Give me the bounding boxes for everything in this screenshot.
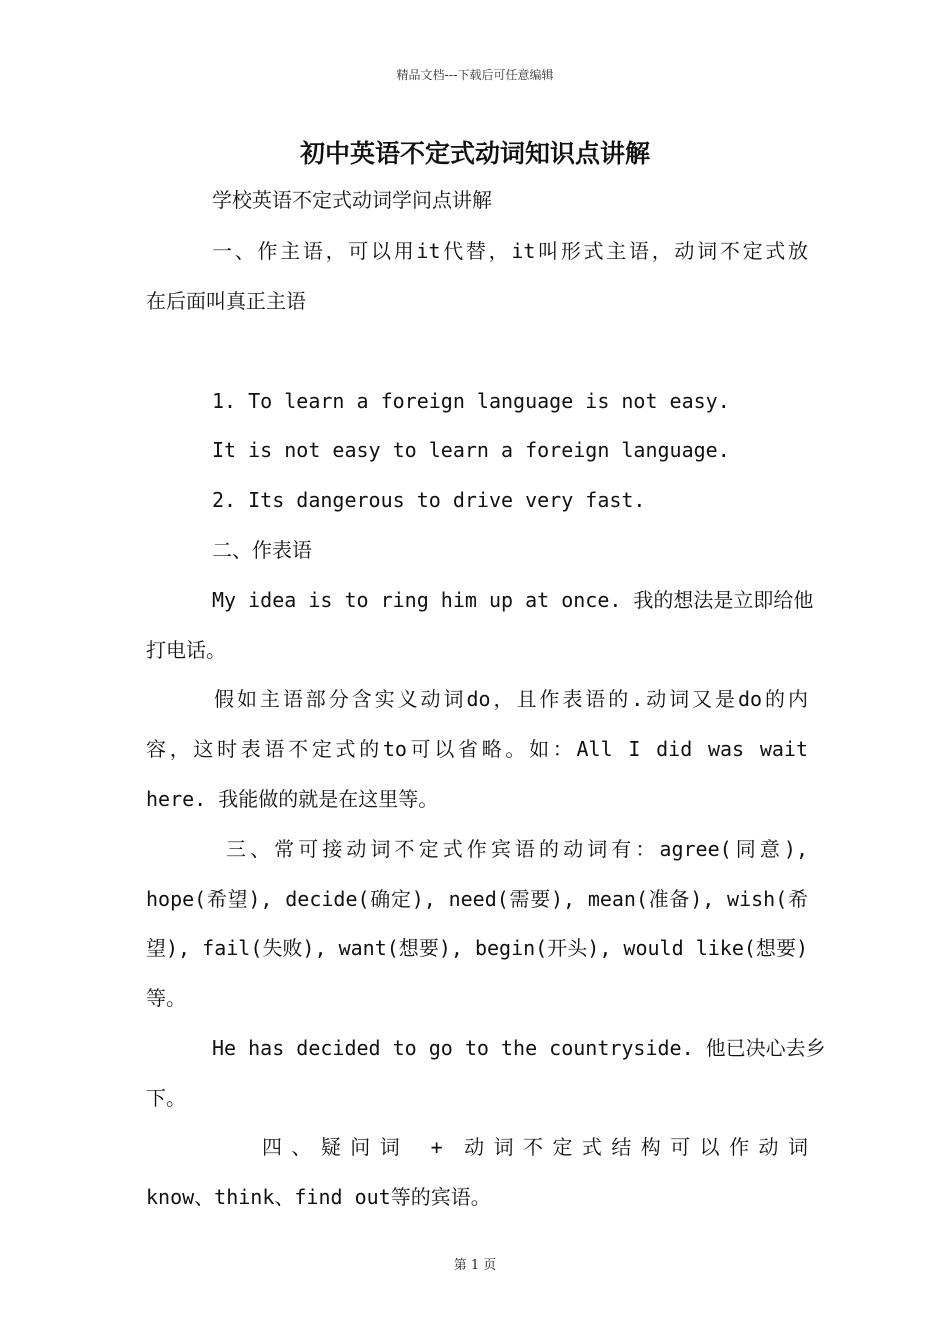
text-line-do-rule: 假如主语部分含实义动词do，且作表语的.动词又是do的内 xyxy=(214,687,808,711)
text-line-example-2: 2. Its dangerous to drive very fast. xyxy=(212,488,646,512)
text-line-example-1b: It is not easy to learn a foreign language. xyxy=(212,438,730,462)
text-line-section-4-cont: know、think、find out等的宾语。 xyxy=(146,1185,491,1209)
text-line-section-3: 三、常可接动词不定式作宾语的动词有：agree(同意), xyxy=(226,837,808,861)
page-number: 第 1 页 xyxy=(453,1258,497,1273)
text-line-predicative-example: My idea is to ring him up at once. 我的想法是立即给他 xyxy=(212,588,814,612)
document-header-note: 精品文档---下载后可任意编辑 xyxy=(396,68,554,82)
text-line-section-3-verbs-1: hope(希望), decide(确定), need(需要), mean(准备), wish(希 xyxy=(146,887,808,911)
text-line-object-example: He has decided to go to the countryside. 他已决心去乡 xyxy=(212,1036,826,1060)
text-line-do-rule-cont: 容，这时表语不定式的to可以省略。如：All I did was wait xyxy=(146,737,808,761)
text-line-example-1: 1. To learn a foreign language is not easy. xyxy=(212,389,730,413)
text-line-section-3-verbs-2: 望), fail(失败), want(想要), begin(开头), would like(想要) xyxy=(146,936,808,960)
text-line-object-example-cont: 下。 xyxy=(146,1086,186,1110)
text-line-predicative-example-cont: 打电话。 xyxy=(146,638,226,662)
text-line-section-3-end: 等。 xyxy=(146,986,186,1010)
document-title: 初中英语不定式动词知识点讲解 xyxy=(299,139,650,168)
text-line-subtitle: 学校英语不定式动词学问点讲解 xyxy=(212,188,492,212)
text-line-section-2: 二、作表语 xyxy=(212,538,312,562)
text-line-do-rule-end: here. 我能做的就是在这里等。 xyxy=(146,787,439,811)
text-line-section-4: 四、疑问词 + 动词不定式结构可以作动词 xyxy=(262,1135,808,1159)
text-line-section-1: 一、作主语，可以用it代替，it叫形式主语，动词不定式放 xyxy=(212,239,808,263)
text-line-section-1-cont: 在后面叫真正主语 xyxy=(146,289,306,313)
